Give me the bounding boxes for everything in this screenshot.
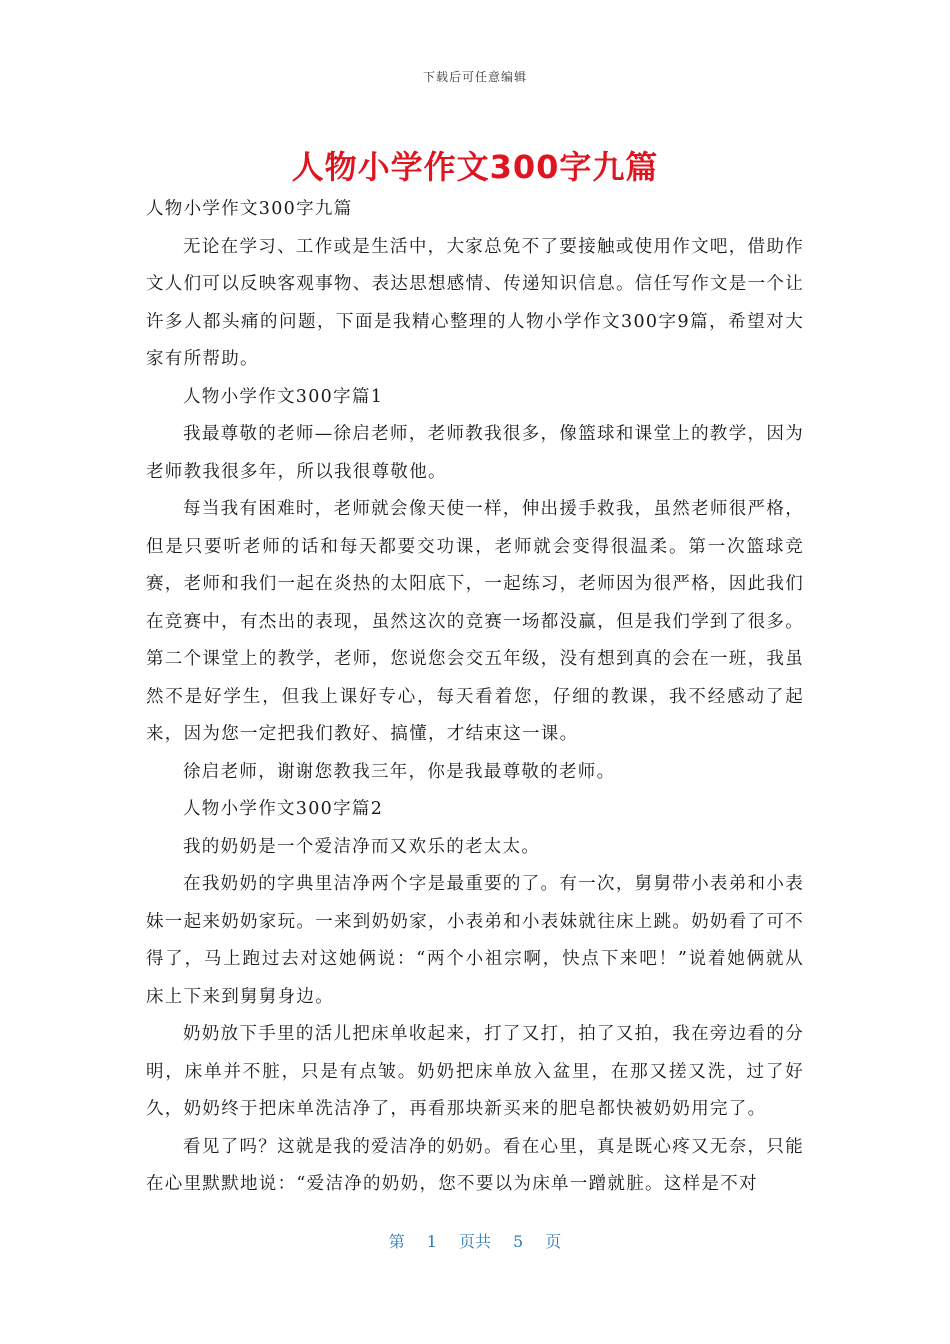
section-heading-2: 人物小学作文300字篇2 (183, 799, 384, 819)
body-paragraph: 每当我有困难时，老师就会像天使一样，伸出援手救我，虽然老师很严格，但是只要听老师的话和每天都要交功课，老师就会变得很温柔。第一次篮球竞赛，老师和我们一起在炎热的太阳底下，一起练习，老师因为很严格，因此我们在竞赛中，有杰出的表现，虽然这次的竞赛一场都没赢，但是我们学到了很多。第二个课堂上的教学，老师，您说您会交五年级，没有想到真的会在一班，我虽然不是好学生，但我上课好专心，每天看着您，仔细的教课，我不经感动了起来，因为您一定把我们教好、搞懂，才结束这一课。 (146, 499, 804, 744)
body-paragraph: 我的奶奶是一个爱洁净而又欢乐的老太太。 (183, 836, 541, 857)
body-paragraph: 我最尊敬的老师—徐启老师，老师教我很多，像篮球和课堂上的教学，因为老师教我很多年，所以我很尊敬他。 (146, 424, 804, 482)
footer-end-label: 页 (545, 1232, 562, 1251)
body-paragraph: 看见了吗？这就是我的爱洁净的奶奶。看在心里，真是既心疼又无奈，只能在心里默默地说：“爱洁净的奶奶，您不要以为床单一蹭就脏。这样是不对 (146, 1136, 804, 1194)
body-paragraph: 徐启老师，谢谢您教我三年，你是我最尊敬的老师。 (183, 761, 616, 782)
document-title: 人物小学作文300字九篇 (291, 148, 659, 186)
section-heading-1: 人物小学作文300字篇1 (183, 386, 384, 407)
body-paragraph: 在我奶奶的字典里洁净两个字是最重要的了。有一次，舅舅带小表弟和小表妹一起来奶奶家玩。一来到奶奶家，小表弟和小表妹就往床上跳。奶奶看了可不得了，马上跑过去对这她俩说：“两个小祖宗啊，快点下来吧！”说着她俩就从床上下来到舅舅身边。 (146, 874, 804, 1007)
footer-total-pages: 5 (513, 1232, 524, 1251)
body-paragraph: 奶奶放下手里的活儿把床单收起来，打了又打，拍了又拍，我在旁边看的分明，床单并不脏，只是有点皱。奶奶把床单放入盆里，在那又搓又洗，过了好久，奶奶终于把床单洗洁净了，再看那块新买来的肥皂都快被奶奶用完了。 (146, 1024, 804, 1119)
footer-total-label: 页共 (458, 1232, 491, 1251)
page-footer (0, 1229, 950, 1252)
page-header-note: 下载后可任意编辑 (422, 70, 527, 84)
footer-page-label: 第 (388, 1232, 405, 1251)
intro-paragraph: 无论在学习、工作或是生活中，大家总免不了要接触或使用作文吧，借助作文人们可以反映客观事物、表达思想感情、传递知识信息。信任写作文是一个让许多人都头痛的问题，下面是我精心整理的人物小学作文300字9篇，希望对大家有所帮助。 (146, 236, 804, 369)
document-body (146, 191, 804, 1204)
subtitle-paragraph: 人物小学作文300字九篇 (146, 199, 353, 219)
footer-current-page: 1 (426, 1232, 437, 1251)
